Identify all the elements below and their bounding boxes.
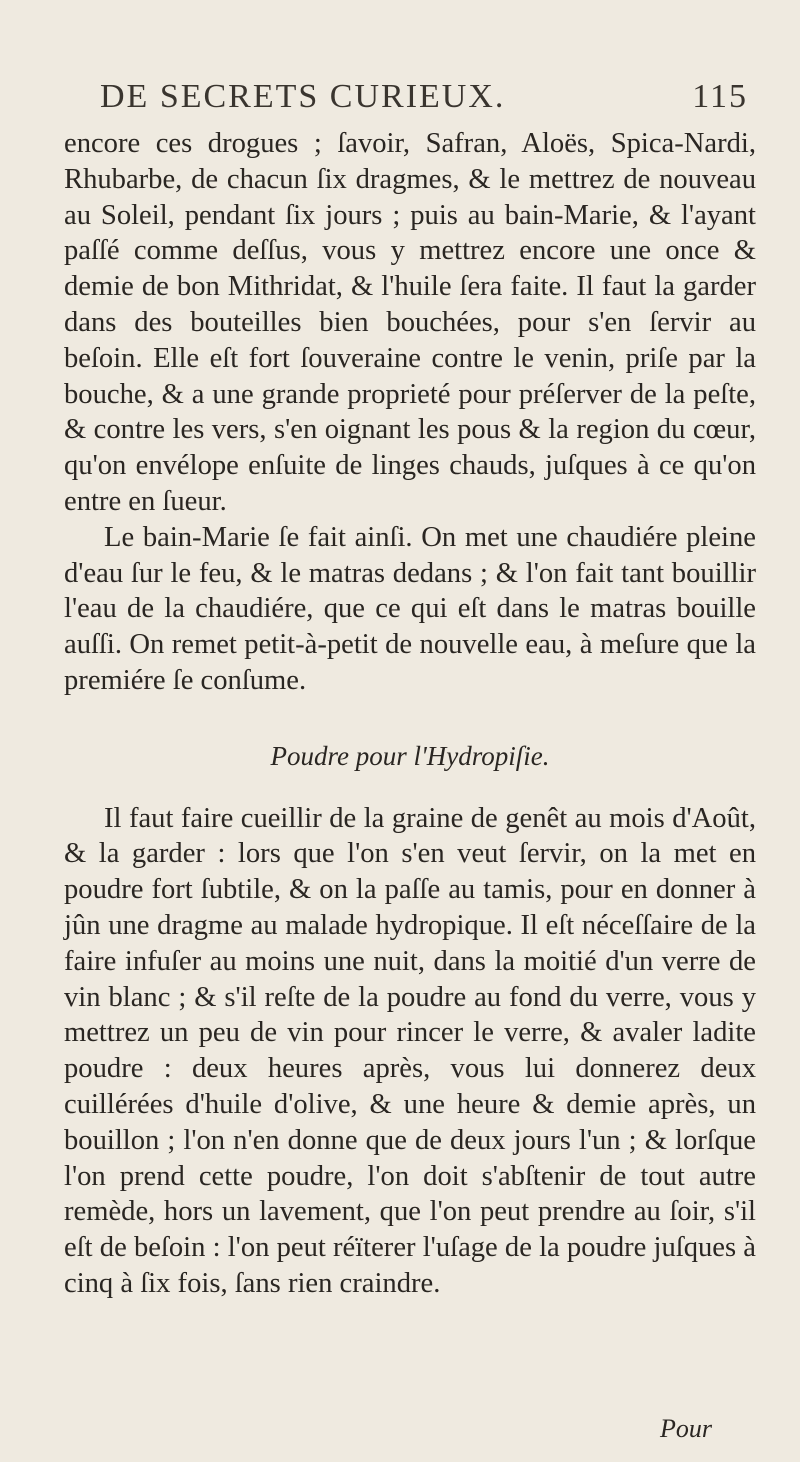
catchword: Pour [660, 1414, 712, 1443]
body-text [64, 126, 756, 1302]
running-title: DE SECRETS CURIEUX. [100, 78, 506, 115]
page-number: 115 [692, 78, 748, 115]
paragraph-oil-recipe: encore ces drogues ; ſavoir, Safran, Aloës, Spica-Nardi, Rhubarbe, de chacun ſix dragmes, & le mettrez de nouveau au Soleil, pendant ſix jours ; puis au bain-Marie, & l'ayant paſſé comme deſſus, vous y mettrez encore une once & demie de bon Mithridat, & l'huile ſera faite. Il faut la garder dans des bouteilles bien bouchées, pour s'en ſervir au beſoin. Elle eſt fort ſouveraine contre le venin, priſe par la bouche, & a une grande proprieté pour préſerver de la peſte, & contre les vers, s'en oignant les pous & la region du cœur, qu'on envélope enſuite de linges chauds, juſques à ce qu'on entre en ſueur. [64, 128, 756, 517]
paragraph-bain-marie: Le bain-Marie ſe fait ainſi. On met une chaudiére pleine d'eau ſur le feu, & le matras dedans ; & l'on fait tant bouillir l'eau de la chaudiére, que ce qui eſt dans le matras bouille auſſi. On remet petit-à-petit de nouvelle eau, à meſure que la premiére ſe conſume. [64, 521, 756, 696]
paragraph-hydropisie: Il faut faire cueillir de la graine de genêt au mois d'Août, & la garder : lors que l'on s'en veut ſervir, on la met en poudre fort ſubtile, & on la paſſe au tamis, pour en donner à jûn une dragme au malade hydropique. Il eſt néceſſaire de la faire infuſer au moins une nuit, dans la moitié d'un verre de vin blanc ; & s'il reſte de la poudre au fond du verre, vous y mettrez un peu de vin pour rincer le verre, & avaler ladite poudre : deux heures après, vous lui donnerez deux cuillérées d'huile d'olive, & une heure & demie après, un bouillon ; l'on n'en donne que de deux jours l'un ; & lorſque l'on prend cette poudre, l'on doit s'abſtenir de tout autre remède, hors un lavement, que l'on peut prendre au ſoir, s'il eſt de beſoin : l'on peut réïterer l'uſage de la poudre juſques à cinq à ſix fois, ſans rien craindre. [64, 802, 756, 1299]
running-header [64, 78, 756, 124]
section-heading: Poudre pour l'Hydropiſie. [270, 740, 550, 771]
